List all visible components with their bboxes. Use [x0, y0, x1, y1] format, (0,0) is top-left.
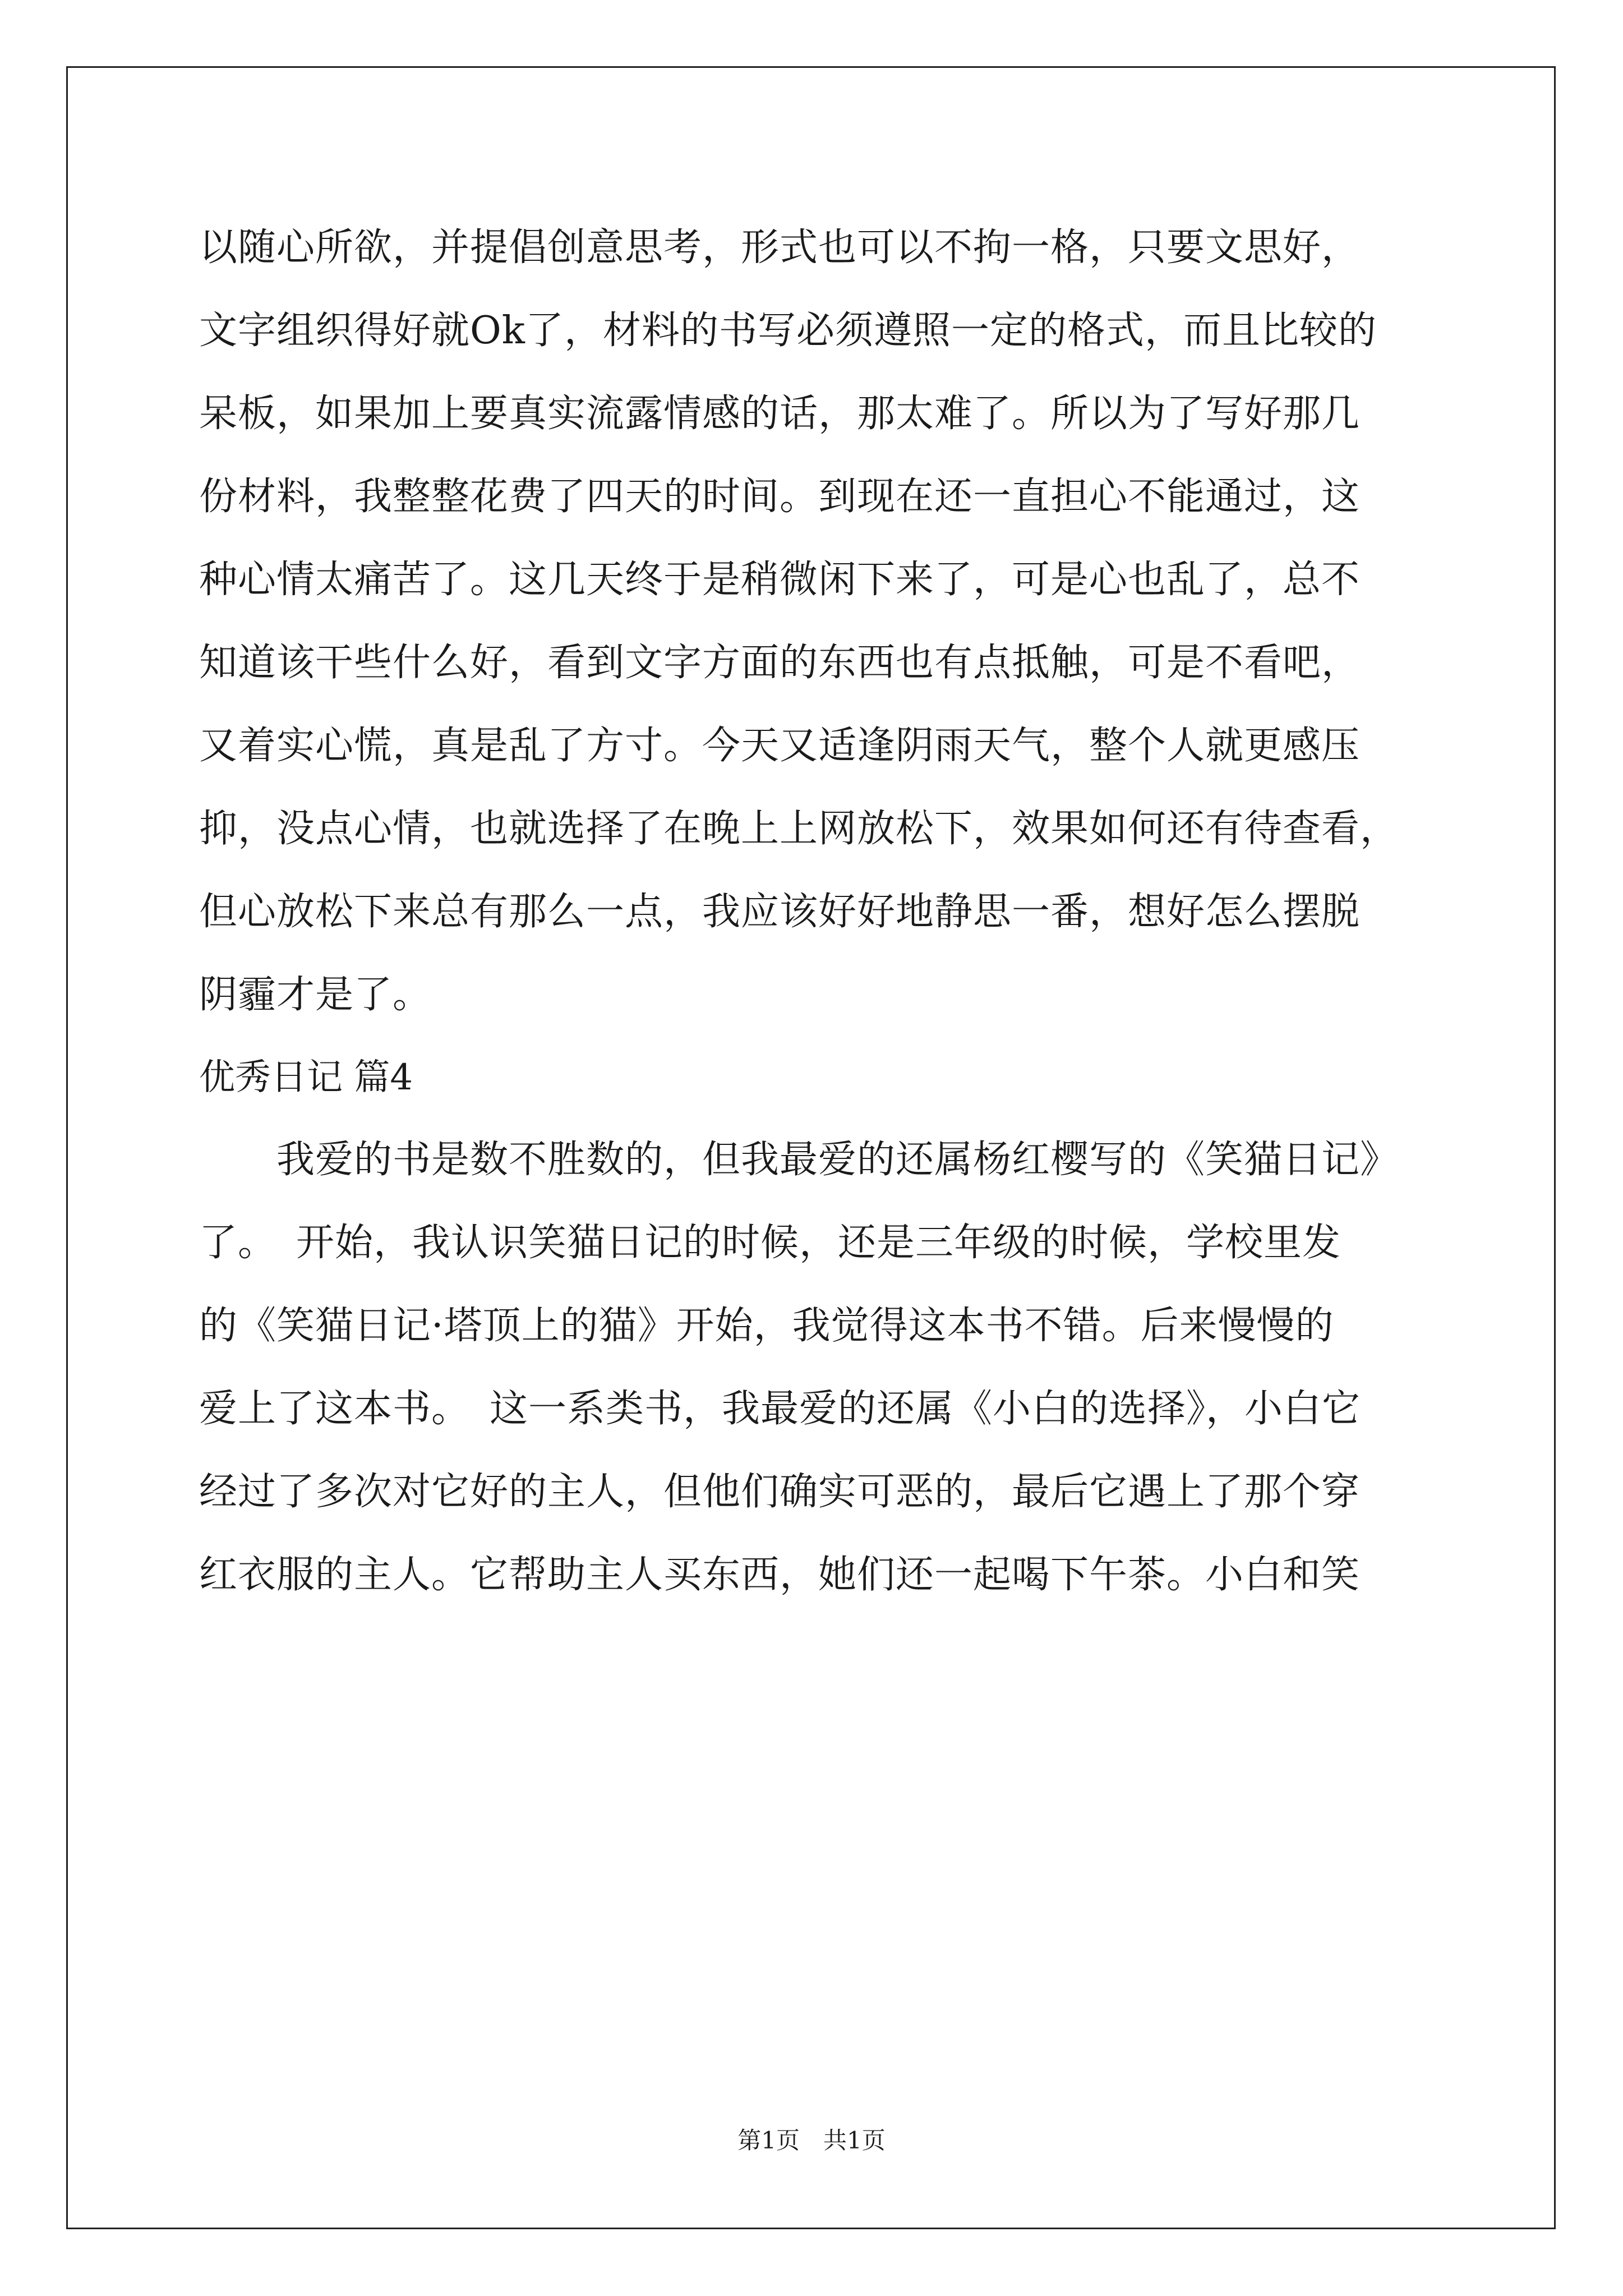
- paragraph-2: [199, 1119, 1438, 1617]
- text-line: 爱上了这本书。 这一系类书，我最爱的还属《小白的选择》，小白它: [199, 1387, 1361, 1431]
- text-line: 文字组织得好就Ok了，材料的书写必须遵照一定的格式，而且比较的: [199, 309, 1377, 353]
- text-line: 以随心所欲，并提倡创意思考，形式也可以不拘一格，只要文思好，: [199, 226, 1361, 270]
- text-line: 又着实心慌，真是乱了方寸。今天又适逢阴雨天气，整个人就更感压: [199, 724, 1361, 768]
- text-line: 呆板，如果加上要真实流露情感的话，那太难了。所以为了写好那几: [199, 392, 1361, 436]
- text-line: 的《笑猫日记·塔顶上的猫》开始，我觉得这本书不错。后来慢慢的: [199, 1304, 1334, 1348]
- page-footer: 第1页 共1页: [737, 2127, 886, 2154]
- text-line: 抑，没点心情，也就选择了在晚上上网放松下，效果如何还有待查看，: [199, 807, 1399, 851]
- section-heading: 优秀日记 篇4: [199, 1057, 413, 1098]
- text-line: 我爱的书是数不胜数的，但我最爱的还属杨红樱写的《笑猫日记》: [199, 1138, 1399, 1182]
- text-line: 知道该干些什么好，看到文字方面的东西也有点抵触，可是不看吧，: [199, 641, 1361, 685]
- text-line: 份材料，我整整花费了四天的时间。到现在还一直担心不能通过，这: [199, 475, 1361, 519]
- text-line: 但心放松下来总有那么一点，我应该好好地静思一番，想好怎么摆脱: [199, 890, 1361, 934]
- text-line: 红衣服的主人。它帮助主人买东西，她们还一起喝下午茶。小白和笑: [199, 1553, 1361, 1597]
- text-line: 经过了多次对它好的主人，但他们确实可恶的，最后它遇上了那个穿: [199, 1470, 1361, 1514]
- text-line: 了。 开始，我认识笑猫日记的时候，还是三年级的时候，学校里发: [199, 1221, 1341, 1265]
- text-line: 阴霾才是了。: [199, 973, 432, 1017]
- document-body: [199, 206, 1438, 1617]
- text-line: 种心情太痛苦了。这几天终于是稍微闲下来了，可是心也乱了，总不: [199, 558, 1361, 602]
- paragraph-1: [199, 206, 1438, 1037]
